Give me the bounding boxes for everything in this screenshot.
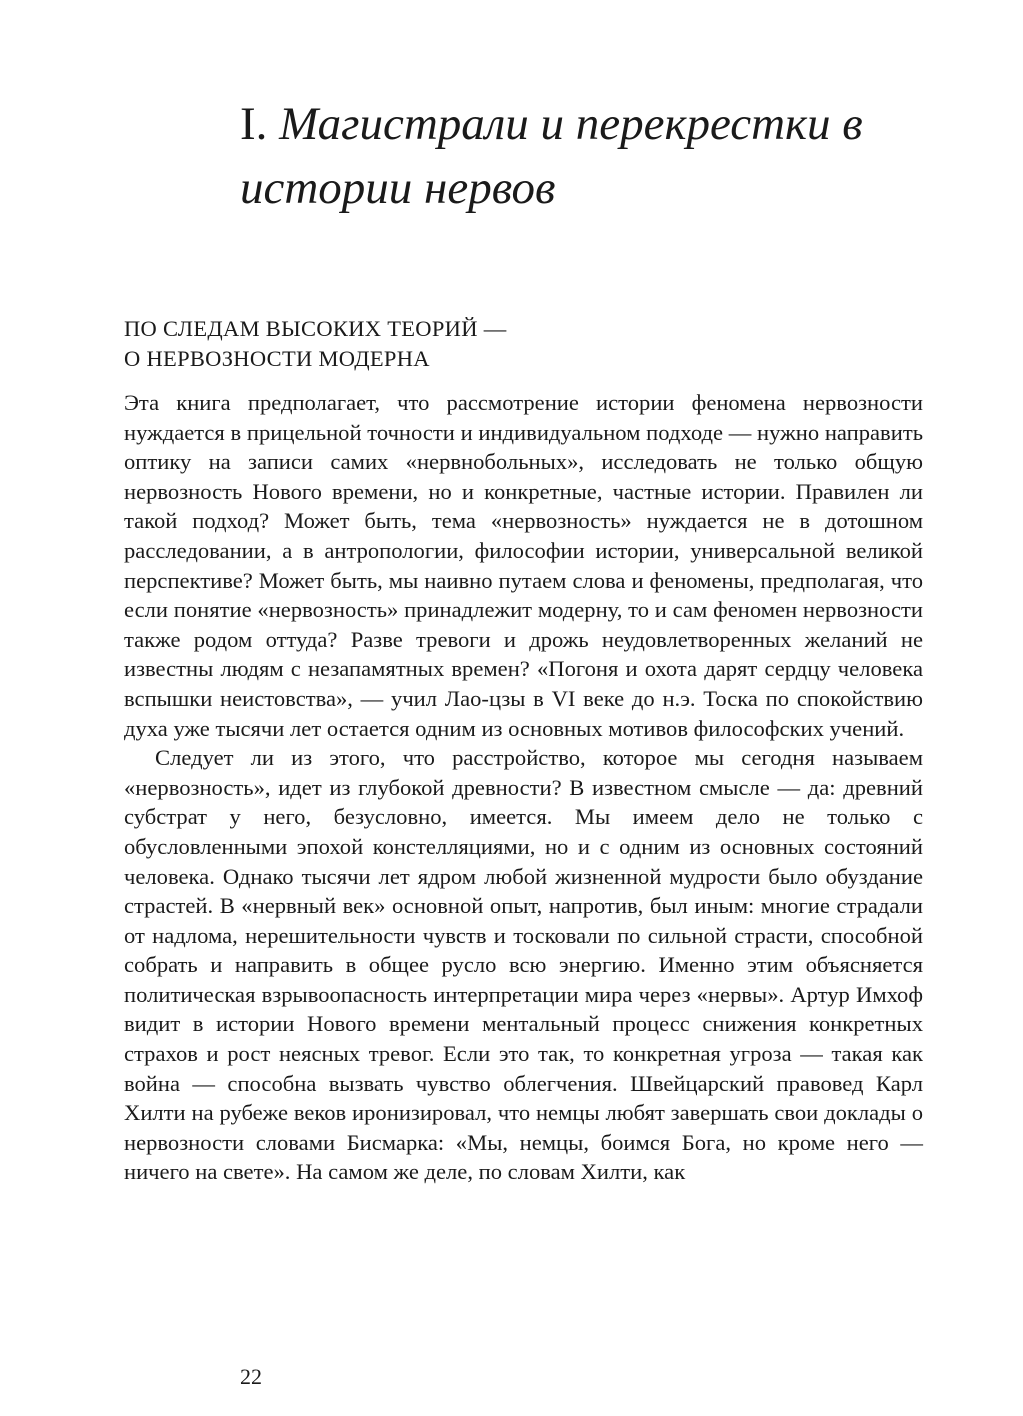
section-heading — [124, 314, 644, 374]
chapter-title-text: Магистрали и перекрестки в истории нервов — [240, 98, 863, 214]
paragraph-1: Эта книга предполагает, что рассмотрение истории феномена нервозности нуждается в прицельной точности и индивидуальном подходе — нужно направить оптику на записи самих «нервнобольных», исследовать не только общую нервозность Нового времени, но и конкретные, частные истории. Правилен ли такой подход? Может быть, тема «нервозность» нуждается не в дотошном расследовании, а в антропологии, философии истории, универсальной великой перспективе? Может быть, мы наивно путаем слова и феномены, предполагая, что если понятие «нервозность» принадлежит модерну, то и сам феномен нервозности также родом оттуда? Разве тревоги и дрожь неудовлетворенных желаний не известны людям с незапамятных времен? «Погоня и охота дарят сердцу человека вспышки неистовства», — учил Лао-цзы в VI веке до н.э. Тоска по спокойствию духа уже тысячи лет остается одним из основных мотивов философских учений. — [124, 390, 923, 741]
section-heading-line-2: О НЕРВОЗНОСТИ МОДЕРНА — [124, 346, 430, 371]
chapter-number: I. — [240, 98, 268, 150]
body-text — [124, 388, 923, 1187]
section-heading-line-1: ПО СЛЕДАМ ВЫСОКИХ ТЕОРИЙ — — [124, 316, 507, 341]
chapter-title — [240, 92, 960, 220]
page-number: 22 — [240, 1364, 262, 1389]
paragraph-2: Следует ли из этого, что расстройство, которое мы сегодня называем «нервозность», идет из глубокой древности? В известном смысле — да: древний субстрат у него, безусловно, имеется. Мы имеем дело не только с обусловленными эпохой констелляциями, но и с одним из основных состояний человека. Однако тысячи лет ядром любой жизненной мудрости было обуздание страстей. В «нервный век» основной опыт, напротив, был иным: многие страдали от надлома, нерешительности чувств и тосковали по сильной страсти, способной собрать и направить в общее русло всю энергию. Именно этим объясняется политическая взрывоопасность интерпретации мира через «нервы». Артур Имхоф видит в истории Нового времени ментальный процесс снижения конкретных страхов и рост неясных тревог. Если это так, то конкретная угроза — такая как война — способна вызвать чувство облегчения. Швейцарский правовед Карл Хилти на рубеже веков иронизировал, что немцы любят завершать свои доклады о нервозности словами Бисмарка: «Мы, немцы, боимся Бога, но кроме него — ничего на свете». На самом же деле, по словам Хилти, как — [124, 745, 923, 1185]
